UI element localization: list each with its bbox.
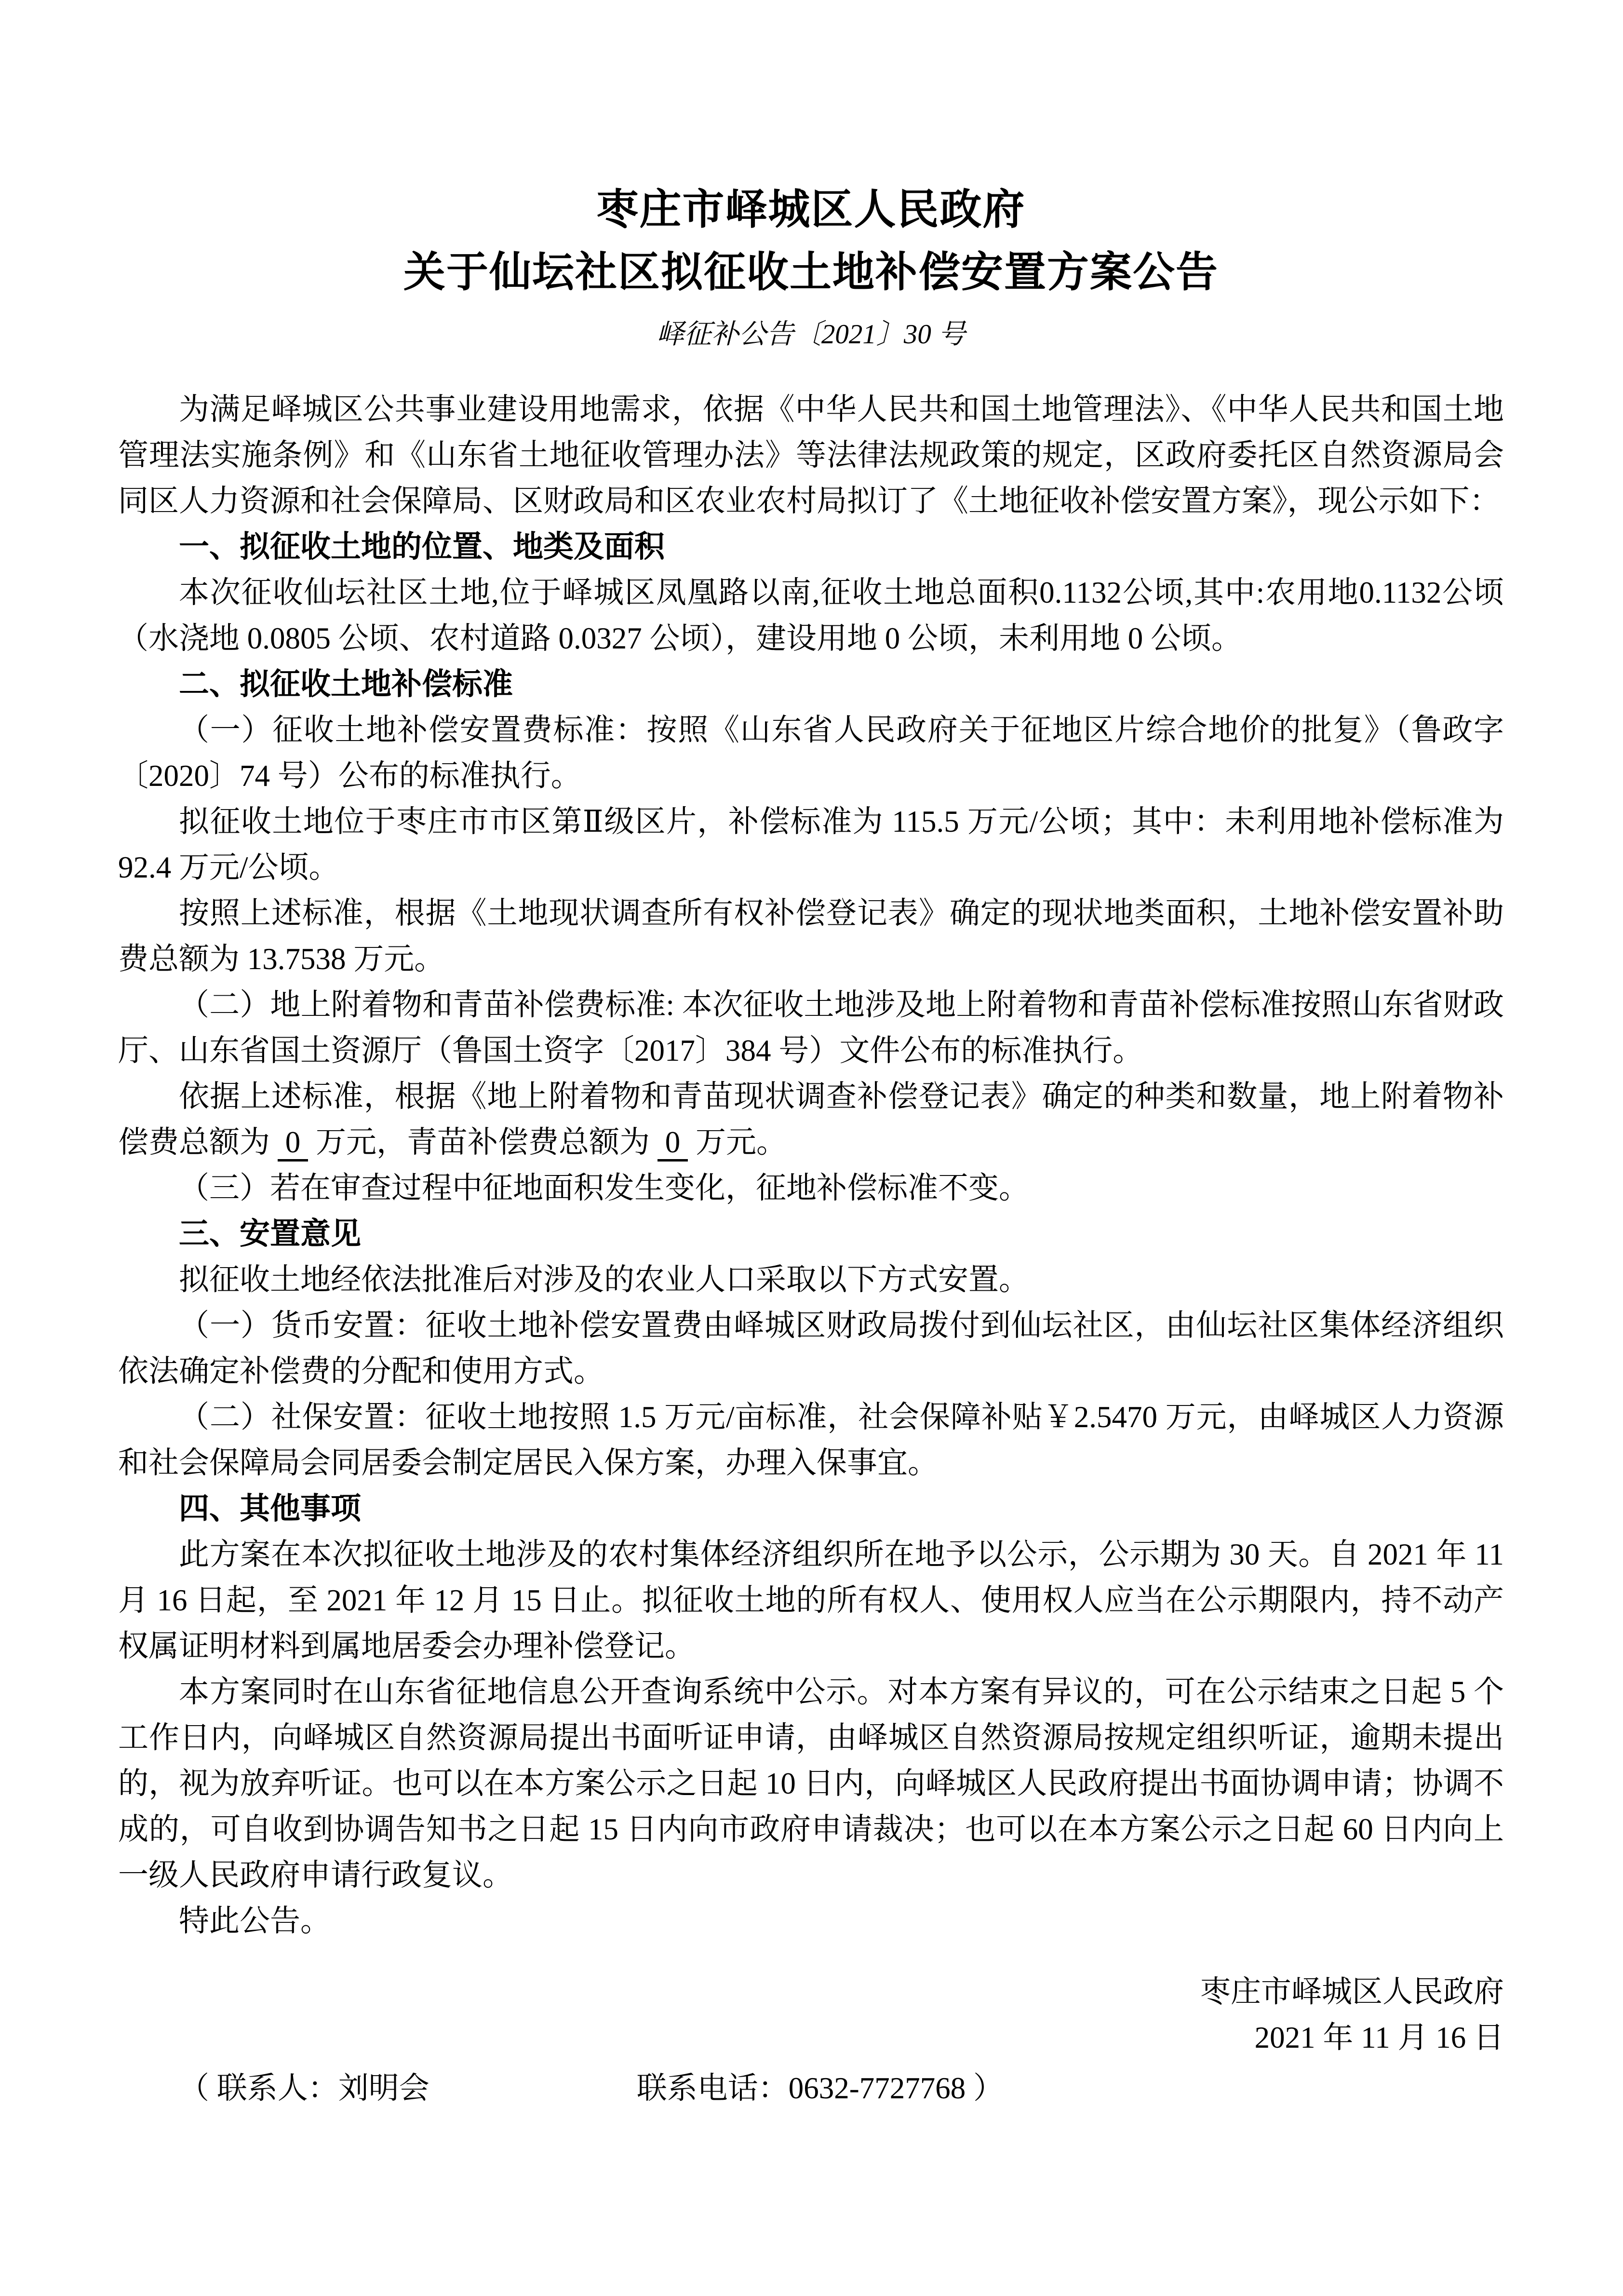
section3-paragraph-3: （二）社保安置：征收土地按照 1.5 万元/亩标准，社会保障补贴￥2.5470 万元，由峄城区人力资源和社会保障局会同居委会制定居民入保方案，办理入保事宜。 <box>118 1400 1504 1480</box>
closing-statement: 特此公告。 <box>179 1904 331 1938</box>
section2-heading: 二、拟征收土地补偿标准 <box>179 667 513 701</box>
section2-paragraph-4: （二）地上附着物和青苗补偿费标准: 本次征收土地涉及地上附着物和青苗补偿标准按照山东省财政厅、山东省国土资源厅（鲁国土资字〔2017〕384 号）文件公布的标准执行。 <box>118 988 1504 1067</box>
section4-paragraph-1: 此方案在本次拟征收土地涉及的农村集体经济组织所在地予以公示，公示期为 30 天。自 2021 年 11 月 16 日起，至 2021 年 12 月 15 日止。拟征收土地的所有权人、使用权人应当在公示期限内，持不动产权属证明材料到属地居委会办理补偿登记。 <box>118 1538 1504 1663</box>
document-body <box>118 387 1504 2111</box>
section2-paragraph-2: 拟征收土地位于枣庄市市区第Ⅱ级区片，补偿标准为 115.5 万元/公顷；其中：未利用地补偿标准为 92.4 万元/公顷。 <box>118 805 1504 884</box>
section3-paragraph-1: 拟征收土地经依法批准后对涉及的农业人口采取以下方式安置。 <box>179 1263 1029 1297</box>
section2-paragraph-3: 按照上述标准，根据《土地现状调查所有权补偿登记表》确定的现状地类面积，土地补偿安置补助费总额为 13.7538 万元。 <box>118 896 1504 976</box>
section1-paragraph-1: 本次征收仙坛社区土地,位于峄城区凤凰路以南,征收土地总面积0.1132公顷,其中:农用地0.1132公顷（水浇地 0.0805 公顷、农村道路 0.0327 公顷），建设用地 0 公顷，未利用地 0 公顷。 <box>118 576 1504 655</box>
contact-phone: 联系电话：0632-7727768 ） <box>636 2071 1004 2105</box>
attachment-compensation-text-mid: 万元，青苗补偿费总额为 <box>316 1125 650 1159</box>
section2-paragraph-5 <box>118 1074 1504 1165</box>
section2-paragraph-6: （三）若在审查过程中征地面积发生变化，征地补偿标准不变。 <box>179 1171 1029 1205</box>
document-title-line1: 枣庄市峄城区人民政府 <box>596 186 1026 233</box>
signature-block <box>118 1969 1504 2061</box>
attachment-compensation-text-post: 万元。 <box>696 1125 787 1159</box>
contact-person: （ 联系人：刘明会 <box>179 2071 429 2105</box>
document-title-line2: 关于仙坛社区拟征收土地补偿安置方案公告 <box>403 249 1219 296</box>
issue-date: 2021 年 11 月 16 日 <box>1254 2021 1504 2054</box>
section2-paragraph-1: （一）征收土地补偿安置费标准：按照《山东省人民政府关于征地区片综合地价的批复》（鲁政字〔2020〕74 号）公布的标准执行。 <box>118 713 1504 793</box>
contact-line <box>118 2066 1504 2111</box>
intro-paragraph: 为满足峄城区公共事业建设用地需求，依据《中华人民共和国土地管理法》、《中华人民共和国土地管理法实施条例》和《山东省土地征收管理办法》等法律法规政策的规定，区政府委托区自然资源局会同区人力资源和社会保障局、区财政局和区农业农村局拟订了《土地征收补偿安置方案》，现公示如下： <box>118 392 1504 518</box>
section4-heading: 四、其他事项 <box>179 1492 361 1526</box>
attachment-compensation-amount: 0 <box>278 1125 309 1162</box>
seedling-compensation-amount: 0 <box>657 1125 688 1162</box>
issuer-name: 枣庄市峄城区人民政府 <box>1200 1975 1504 2009</box>
attachment-compensation-text-pre: 依据上述标准，根据《地上附着物和青苗现状调查补偿登记表》确定的种类和数量，地上附着物补偿费总额为 <box>118 1080 1504 1159</box>
section3-heading: 三、安置意见 <box>179 1217 361 1251</box>
section1-heading: 一、拟征收土地的位置、地类及面积 <box>179 530 665 564</box>
section3-paragraph-2: （一）货币安置：征收土地补偿安置费由峄城区财政局拨付到仙坛社区，由仙坛社区集体经济组织依法确定补偿费的分配和使用方式。 <box>118 1309 1504 1388</box>
section4-paragraph-2: 本方案同时在山东省征地信息公开查询系统中公示。对本方案有异议的，可在公示结束之日起 5 个工作日内，向峄城区自然资源局提出书面听证申请，由峄城区自然资源局按规定组织听证，逾期未提出的，视为放弃听证。也可以在本方案公示之日起 10 日内，向峄城区人民政府提出书面协调申请；协调不成的，可自收到协调告知书之日起 15 日内向市政府申请裁决；也可以在本方案公示之日起 60 日内向上一级人民政府申请行政复议。 <box>118 1675 1504 1892</box>
document-number: 峄征补公告〔2021〕30 号 <box>656 319 966 350</box>
